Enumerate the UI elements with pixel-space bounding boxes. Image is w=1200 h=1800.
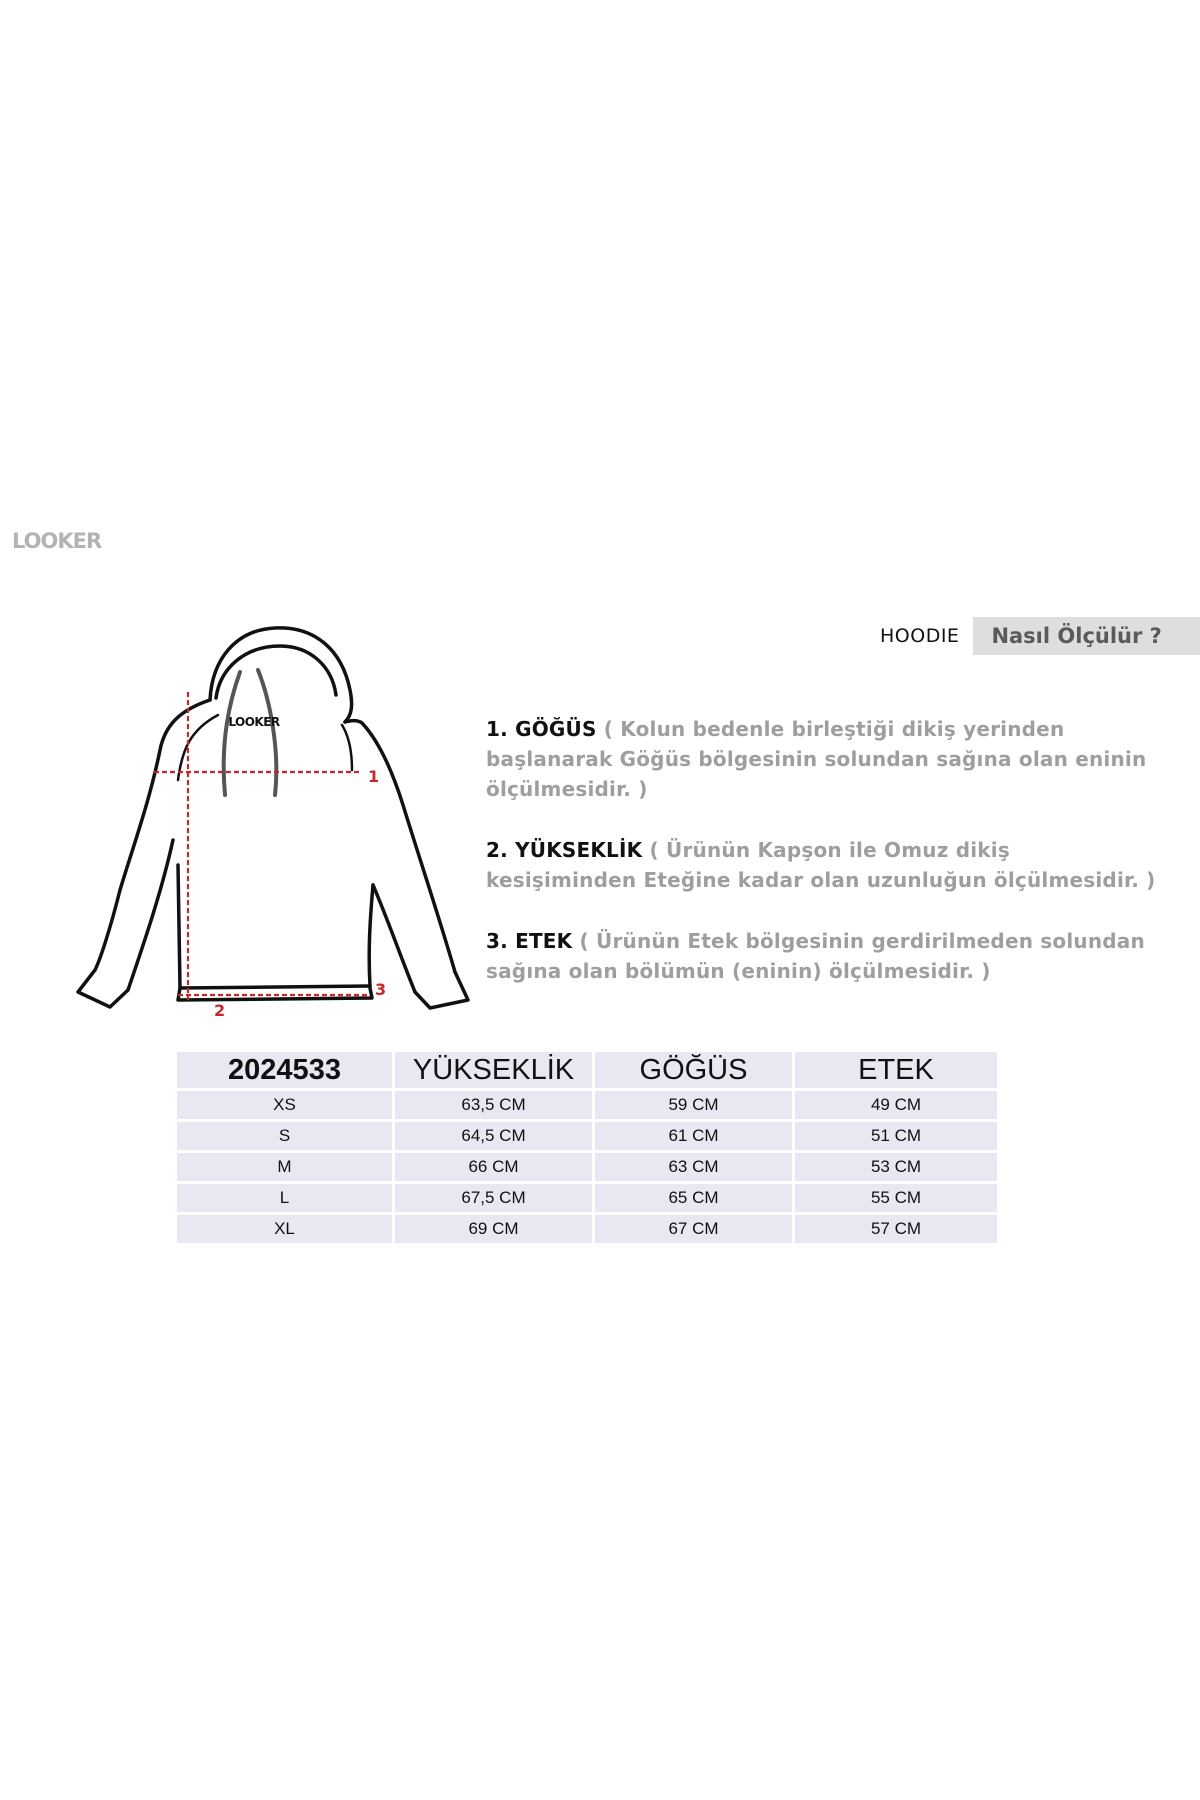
chest-cell: 63 CM bbox=[595, 1153, 795, 1184]
instruction-hem-text: ( Ürünün Etek bölgesinin gerdirilmeden solundan sağına olan bölümün (eninin) ölçülmesidir. ) bbox=[486, 929, 1145, 983]
product-type-label: HOODIE bbox=[880, 625, 960, 647]
measurement-lines bbox=[154, 692, 370, 1000]
height-cell: 64,5 CM bbox=[395, 1122, 595, 1153]
instruction-height bbox=[486, 835, 1166, 895]
table-row bbox=[177, 1091, 997, 1122]
chest-cell: 61 CM bbox=[595, 1122, 795, 1153]
height-cell: 63,5 CM bbox=[395, 1091, 595, 1122]
size-cell: L bbox=[177, 1184, 395, 1215]
hem-cell: 49 CM bbox=[795, 1091, 997, 1122]
table-row bbox=[177, 1184, 997, 1215]
chest-logo-text: LOOKER bbox=[228, 715, 280, 729]
table-row bbox=[177, 1153, 997, 1184]
hem-column-header: ETEK bbox=[795, 1052, 997, 1091]
measure-marker-3: 3 bbox=[375, 980, 387, 999]
chest-cell: 67 CM bbox=[595, 1215, 795, 1246]
measure-marker-2: 2 bbox=[214, 1001, 226, 1020]
how-to-measure-title: Nasıl Ölçülür ? bbox=[973, 617, 1200, 655]
size-cell: S bbox=[177, 1122, 395, 1153]
brand-logo: LOOKER bbox=[12, 529, 102, 553]
hem-cell: 55 CM bbox=[795, 1184, 997, 1215]
height-column-header: YÜKSEKLİK bbox=[395, 1052, 595, 1091]
table-row bbox=[177, 1122, 997, 1153]
instruction-height-title: 2. YÜKSEKLİK bbox=[486, 838, 643, 862]
chest-cell: 65 CM bbox=[595, 1184, 795, 1215]
instruction-chest bbox=[486, 714, 1166, 804]
instruction-chest-text: ( Kolun bedenle birleştiği dikiş yerinden başlanarak Göğüs bölgesinin solundan sağına olan eninin ölçülmesidir. ) bbox=[486, 717, 1147, 801]
hem-cell: 57 CM bbox=[795, 1215, 997, 1246]
size-guide-header bbox=[880, 617, 1200, 655]
height-cell: 69 CM bbox=[395, 1215, 595, 1246]
size-chart-table bbox=[177, 1052, 997, 1246]
hoodie-outline bbox=[78, 628, 468, 1008]
hem-cell: 53 CM bbox=[795, 1153, 997, 1184]
instruction-chest-title: 1. GÖĞÜS bbox=[486, 717, 597, 741]
product-code-header: 2024533 bbox=[177, 1052, 395, 1091]
hoodie-measurement-diagram bbox=[70, 620, 480, 1020]
measurement-instructions bbox=[486, 714, 1166, 1017]
height-cell: 66 CM bbox=[395, 1153, 595, 1184]
size-cell: XS bbox=[177, 1091, 395, 1122]
instruction-hem bbox=[486, 926, 1166, 986]
table-row bbox=[177, 1215, 997, 1246]
chest-column-header: GÖĞÜS bbox=[595, 1052, 795, 1091]
measure-marker-1: 1 bbox=[368, 767, 380, 786]
table-header-row bbox=[177, 1052, 997, 1091]
chest-cell: 59 CM bbox=[595, 1091, 795, 1122]
instruction-hem-title: 3. ETEK bbox=[486, 929, 573, 953]
size-cell: XL bbox=[177, 1215, 395, 1246]
drawstrings bbox=[224, 670, 277, 795]
hem-cell: 51 CM bbox=[795, 1122, 997, 1153]
size-cell: M bbox=[177, 1153, 395, 1184]
instruction-height-text: ( Ürünün Kapşon ile Omuz dikiş kesişiminden Eteğine kadar olan uzunluğun ölçülmesidir. ) bbox=[486, 838, 1156, 892]
height-cell: 67,5 CM bbox=[395, 1184, 595, 1215]
